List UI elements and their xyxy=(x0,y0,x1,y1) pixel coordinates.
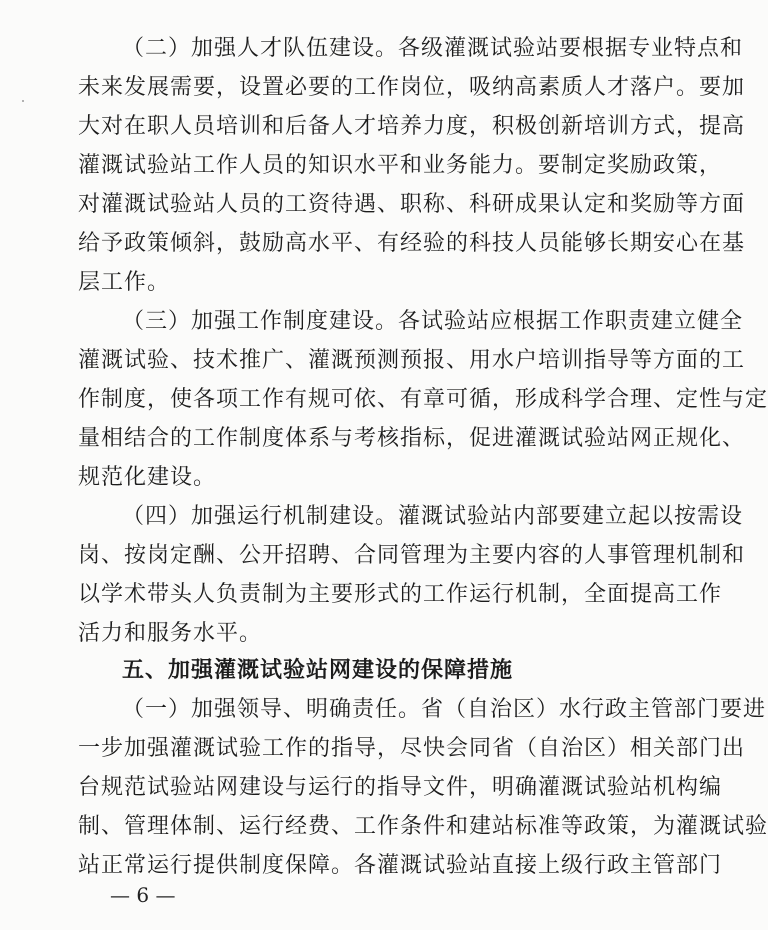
paragraph-5-line-3: 台规范试验站网建设与运行的指导文件，明确灌溉试验站机构编 xyxy=(78,775,723,800)
paragraph-2-line-5: 对灌溉试验站人员的工资待遇、职称、科研成果认定和奖励等方面 xyxy=(78,192,746,217)
paragraph-4-line-3: 以学术带头人负责制为主要形式的工作运行机制，全面提高工作 xyxy=(78,582,723,607)
paragraph-3-line-1: （三）加强工作制度建设。各试验站应根据工作职责建立健全 xyxy=(122,309,744,334)
page-number: — 6 — xyxy=(110,883,176,907)
paragraph-2-line-4: 灌溉试验站工作人员的知识水平和业务能力。要制定奖励政策， xyxy=(78,153,723,178)
paragraph-2-line-1: （二）加强人才队伍建设。各级灌溉试验站要根据专业特点和 xyxy=(122,36,744,61)
section-heading: 五、加强灌溉试验站网建设的保障措施 xyxy=(122,658,514,683)
paragraph-3-line-5: 规范化建设。 xyxy=(78,465,217,490)
paragraph-3-line-4: 量相结合的工作制度体系与考核指标，促进灌溉试验站网正规化、 xyxy=(78,426,746,451)
paragraph-5-line-4: 制、管理体制、运行经费、工作条件和建站标准等政策，为灌溉试验 xyxy=(78,814,768,839)
paragraph-2-line-3: 大对在职人员培训和后备人才培养力度，积极创新培训方式，提高 xyxy=(78,114,746,139)
paragraph-2-line-6: 给予政策倾斜，鼓励高水平、有经验的科技人员能够长期安心在基 xyxy=(78,231,746,256)
paragraph-2-line-7: 层工作。 xyxy=(78,270,171,295)
paragraph-5-line-5: 站正常运行提供制度保障。各灌溉试验站直接上级行政主管部门 xyxy=(78,853,723,878)
paragraph-2-line-2: 未来发展需要，设置必要的工作岗位，吸纳高素质人才落户。要加 xyxy=(78,75,746,100)
paragraph-4-line-4: 活力和服务水平。 xyxy=(78,621,263,646)
paragraph-4-line-1: （四）加强运行机制建设。灌溉试验站内部要建立起以按需设 xyxy=(122,504,744,529)
paragraph-5-line-1: （一）加强领导、明确责任。省（自治区）水行政主管部门要进 xyxy=(122,697,767,722)
scan-speck xyxy=(22,100,24,102)
paragraph-3-line-2: 灌溉试验、技术推广、灌溉预测预报、用水户培训指导等方面的工 xyxy=(78,348,746,373)
paragraph-3-line-3: 作制度，使各项工作有规可依、有章可循，形成科学合理、定性与定 xyxy=(78,387,768,412)
paragraph-5-line-2: 一步加强灌溉试验工作的指导，尽快会同省（自治区）相关部门出 xyxy=(78,736,746,761)
paragraph-4-line-2: 岗、按岗定酬、公开招聘、合同管理为主要内容的人事管理机制和 xyxy=(78,543,746,568)
